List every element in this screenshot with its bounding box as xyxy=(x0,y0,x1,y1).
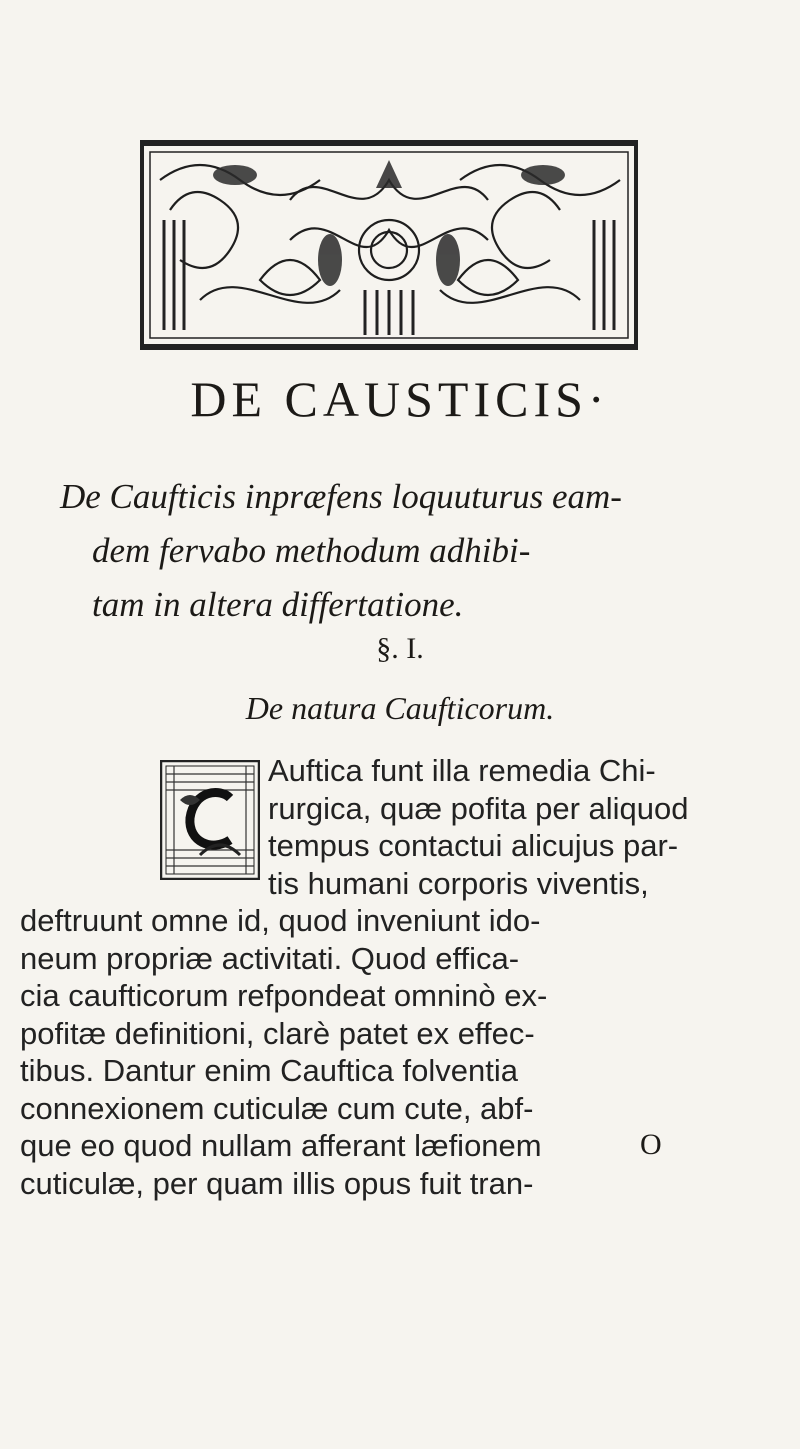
intro-line: tam in altera differtatione. xyxy=(92,585,464,624)
body-text xyxy=(20,752,760,1202)
intro-paragraph xyxy=(60,470,740,632)
text-line: Auftica funt illa remedia Chi- xyxy=(268,753,656,788)
text-line: que eo quod nullam afferant læfionem xyxy=(20,1128,542,1163)
text-line: rurgica, quæ pofita per aliquod xyxy=(268,790,689,826)
ornamental-headpiece xyxy=(140,140,638,350)
text-line: tis humani corporis viventis, xyxy=(268,865,649,901)
text-line: deftruunt omne id, quod inveniunt ido- xyxy=(20,903,541,938)
intro-line: De Caufticis inpræfens loquuturus eam- xyxy=(60,477,622,516)
text-line: cia caufticorum refpondeat omninò ex- xyxy=(20,978,548,1013)
text-line: connexionem cuticulæ cum cute, abf- xyxy=(20,1090,534,1126)
intro-line: dem fervabo methodum adhibi- xyxy=(92,531,531,570)
section-number: §. I. xyxy=(376,632,424,665)
text-line: tibus. Dantur enim Cauftica folventia xyxy=(20,1053,518,1088)
section-heading: De natura Caufticorum. xyxy=(245,690,555,726)
text-line: cuticulæ, per quam illis opus fuit tran- xyxy=(20,1165,534,1201)
text-line: neum propriæ activitati. Quod effica- xyxy=(20,940,520,976)
catchword: O xyxy=(640,1128,662,1161)
text-line: tempus contactui alicujus par- xyxy=(268,828,679,863)
page-title: DE CAUSTICIS· xyxy=(190,371,610,427)
text-line: pofitæ definitioni, clarè patet ex effec- xyxy=(20,1015,535,1051)
